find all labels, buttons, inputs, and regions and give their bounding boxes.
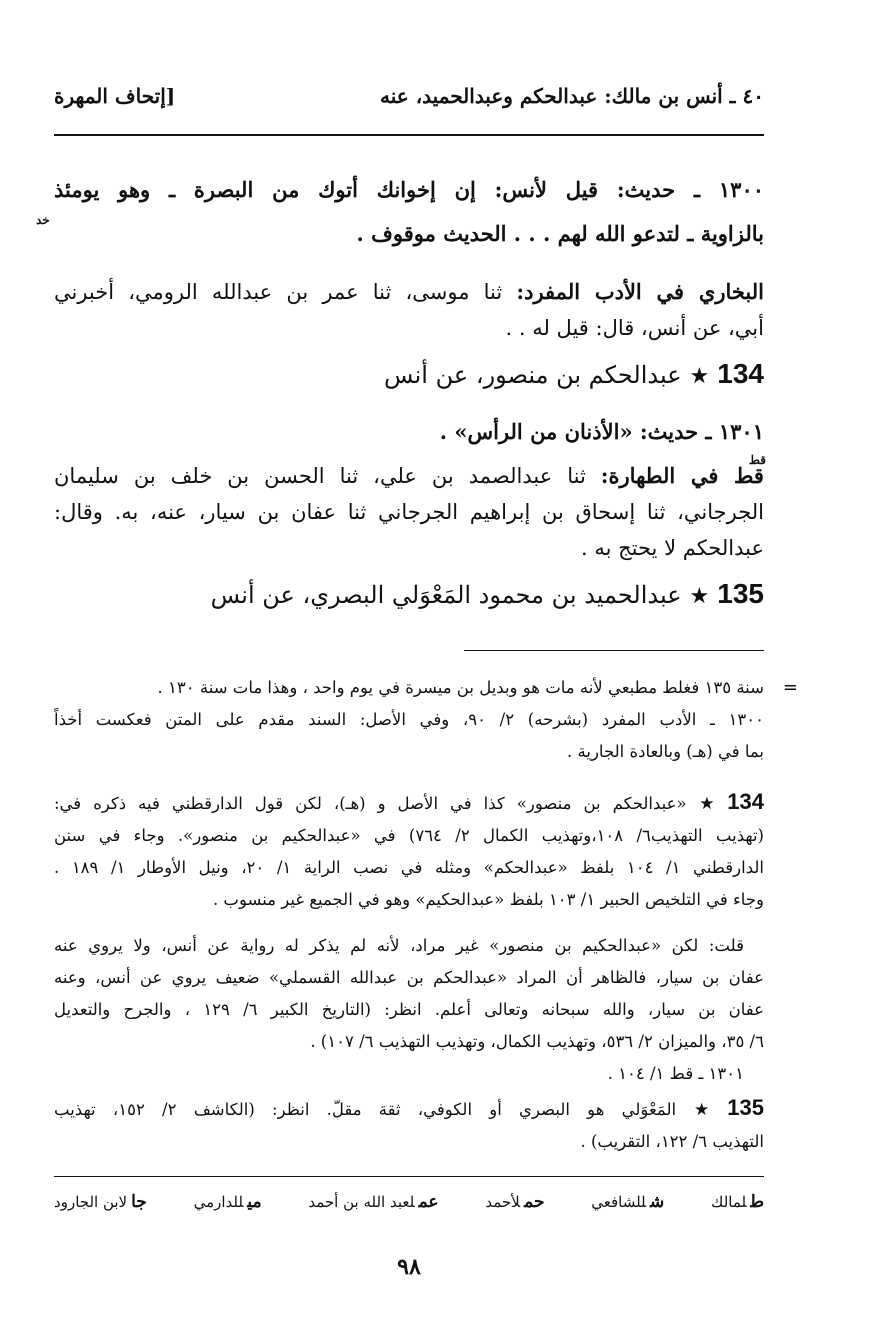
footnote-line: قلت: لكن «عبدالحكيم بن منصور» غير مراد، لأنه لم يذكر له رواية عن أنس، ولا يروي عنه <box>54 936 744 955</box>
source-paragraph-1301 <box>54 458 764 566</box>
footnote-line: عفان بن سيار، فالظاهر أن المراد «عبدالحكم بن عبدالله القسملي» ضعيف يروي عن أنس، وعنه <box>54 968 764 987</box>
footnote-135 <box>54 1092 764 1158</box>
legend-item: طلمالك <box>711 1192 764 1212</box>
legend-rule <box>54 1176 764 1177</box>
footnote-line: 135★المَعْوَلي هو البصري أو الكوفي، ثقة مقلّ. انظر: (الكاشف ٢/ ١٥٢، تهذيب <box>54 1095 764 1120</box>
legend-item: شللشافعي <box>591 1192 665 1212</box>
running-header <box>54 84 764 108</box>
star-icon: ★ <box>689 364 710 389</box>
hadith-1300 <box>36 172 765 252</box>
legend-item: جالابن الجارود <box>54 1192 147 1212</box>
source-1301-line3: عبدالحكم لا يحتج به . <box>580 536 764 560</box>
footnote-commentary <box>54 930 764 1090</box>
hadith-text: ـ حديث: «الأذنان من الرأس» . <box>439 419 712 444</box>
star-icon: ★ <box>692 794 722 814</box>
source-marker: خد <box>36 213 50 227</box>
continuation-mark: = <box>782 677 798 698</box>
source-label: البخاري في الأدب المفرد: <box>516 279 764 304</box>
footnote-line: التهذيب ٦/ ١٢٢، التقريب) . <box>580 1132 764 1151</box>
footnote-line: ٦/ ٣٥، والميزان ٢/ ٥٣٦، وتهذيب الكمال، وتهذيب التهذيب ٦/ ١٠٧) . <box>310 1032 764 1051</box>
source-1300-line1: البخاري في الأدب المفرد: ثنا موسى، ثنا عمر بن عبدالله الرومي، أخبرني <box>54 279 764 304</box>
legend-item: ميللدارمي <box>193 1192 262 1212</box>
source-label: قط في الطهارة: <box>600 463 764 488</box>
section-title: عبدالحميد بن محمود المَعْوَلي البصري، عن أنس <box>210 581 682 609</box>
page <box>36 0 798 1333</box>
footnote-line: ١٣٠١ ـ قط ١/ ١٠٤ . <box>607 1064 744 1083</box>
star-icon: ★ <box>682 1100 722 1120</box>
abbreviation-legend <box>54 1192 764 1212</box>
legend-item: عملعبد الله بن أحمد <box>308 1192 439 1212</box>
footnote-rule <box>464 650 764 651</box>
source-paragraph-1300 <box>54 274 764 346</box>
footnote-continuation <box>54 672 798 768</box>
footnote-line: سنة ١٣٥ فغلط مطبعي لأنه مات هو وبديل بن ميسرة في يوم واحد ، وهذا مات سنة ١٣٠ . <box>157 678 764 697</box>
hadith-1300-line1 <box>36 172 765 227</box>
section-heading-134 <box>54 358 764 390</box>
footnote-line: ١٣٠٠ ـ الأدب المفرد (بشرحه) ٢/ ٩٠، وفي الأصل: السند مقدم على المتن فعكست أخذاً <box>54 710 764 729</box>
footnote-line: 134★«عبدالحكم بن منصور» كذا في الأصل و (هـ)، لكن قول الدارقطني فيه ذكره في: <box>54 789 764 814</box>
source-marker: قط <box>748 453 766 467</box>
source-1301-line2: الجرجاني، ثنا إسحاق بن إبراهيم الجرجاني ثنا عفان بن سيار، عنه، به. وقال: <box>54 500 764 524</box>
section-title: عبدالحكم بن منصور، عن أنس <box>384 361 682 389</box>
page-number: ٩٨ <box>397 1254 421 1280</box>
footnote-134 <box>54 786 764 916</box>
footnote-line: وجاء في التلخيص الحبير ١/ ١٠٣ بلفظ «عبدالحكيم» وهو في الجميع غير منسوب . <box>212 890 764 909</box>
footnote-line: عفان بن سيار، والله سبحانه وتعالى أعلم. انظر: (التاريخ الكبير ٦/ ١٢٩ ، والجرح والتعديل <box>54 1000 764 1019</box>
star-icon: ★ <box>689 584 710 609</box>
book-title: [إتحاف المهرة <box>54 84 176 108</box>
hadith-number: ١٣٠٠ <box>718 177 765 202</box>
running-title: ٤٠ ـ أنس بن مالك: عبدالحكم وعبدالحميد، عنه <box>380 84 764 108</box>
hadith-number: ١٣٠١ <box>718 419 764 444</box>
hadith-text: ـ حديث: قيل لأنس: إن إخوانك أتوك من البصرة ـ وهو يومئذ <box>54 177 701 202</box>
legend-item: حملأحمد <box>485 1192 545 1212</box>
hadith-1301 <box>54 414 766 467</box>
footnote-line: الدارقطني ١/ ١٠٤ بلفظ «عبدالحكم» ومثله في نصب الراية ١/ ٢٠، ونيل الأوطار ١/ ١٨٩ . <box>54 858 764 877</box>
source-1301-line1: قط في الطهارة: ثنا عبدالصمد بن علي، ثنا الحسن بن خلف بن سليمان <box>54 463 764 488</box>
footnote-line: (تهذيب التهذيب٦/ ١٠٨،وتهذيب الكمال ٢/ ٧٦٤) في «عبدالحكيم بن منصور». وجاء في سنن <box>54 826 764 845</box>
header-rule <box>54 134 764 136</box>
section-number: 134 <box>717 358 764 389</box>
section-heading-135 <box>54 578 764 610</box>
footnote-line: بما في (هـ) وبالعادة الجارية . <box>567 742 764 761</box>
footnote-number: 134 <box>727 789 764 814</box>
section-number: 135 <box>717 578 764 609</box>
source-1300-line2: أبي، عن أنس، قال: قيل له . . <box>505 316 764 340</box>
footnote-number: 135 <box>727 1095 764 1120</box>
hadith-1300-line2: بالزاوية ـ لتدعو الله لهم . . . الحديث موقوف . <box>356 221 764 246</box>
